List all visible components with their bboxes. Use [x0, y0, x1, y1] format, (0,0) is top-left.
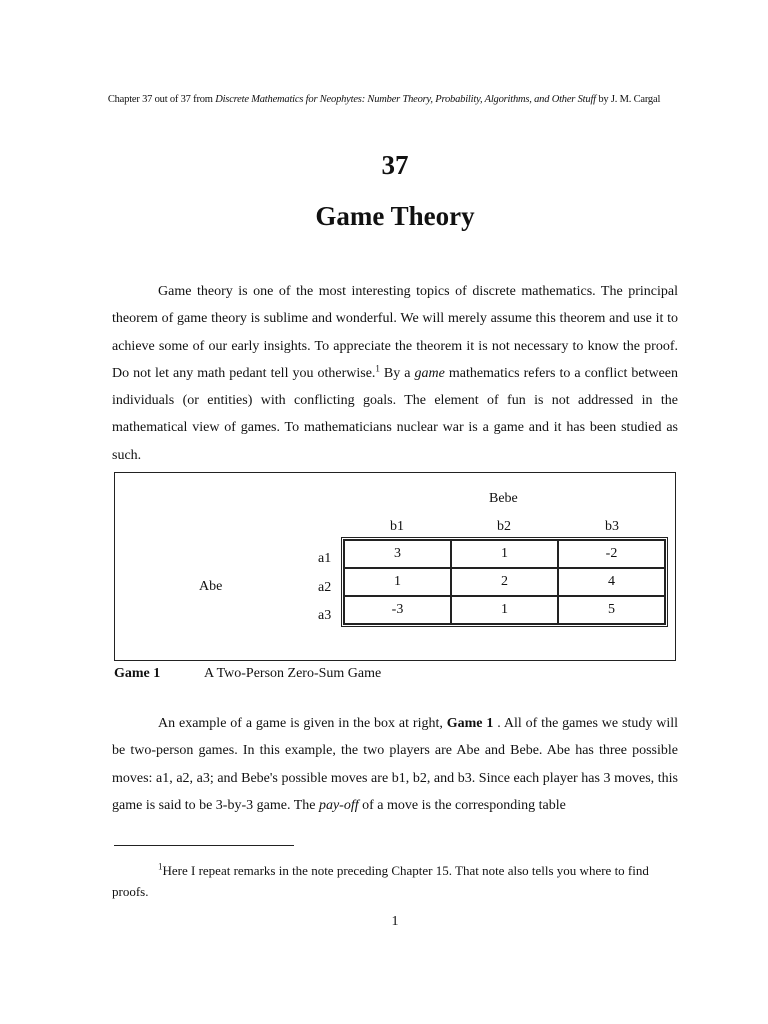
payoff-cell: 2 [451, 568, 558, 596]
example-paragraph: An example of a game is given in the box at right, Game 1 . All of the games we study will be two-person games. In this example, the two players are Abe and Bebe. Abe has three possible moves: a1, a2, a3; and Bebe's possible moves are b1, b2, and b3. Since each player has 3 moves, this game is said to be 3-by-3 game. The pay-off of a move is the corresponding table [112, 716, 678, 813]
payoff-cell: 1 [451, 540, 558, 568]
book-title: Discrete Mathematics for Neophytes: Number Theory, Probability, Algorithms, and Other Stuff [215, 94, 596, 105]
payoff-cell: -3 [344, 596, 451, 624]
column-player-label: Bebe [489, 491, 518, 506]
payoff-table [341, 537, 668, 627]
game-box [114, 472, 676, 661]
payoff-cell: -2 [558, 540, 665, 568]
table-row [344, 596, 665, 624]
term-pay-off: pay-off [318, 797, 359, 813]
chapter-number: 37 [381, 150, 409, 180]
table-row [344, 568, 665, 596]
game-reference: Game 1 [446, 716, 494, 731]
row-header-a3: a3 [318, 608, 332, 623]
footnote-divider [114, 845, 294, 846]
column-header-b2: b2 [497, 519, 511, 534]
payoff-cell: 3 [344, 540, 451, 568]
game-caption [114, 666, 381, 682]
chapter-title: Game Theory [315, 201, 475, 231]
payoff-cell: 5 [558, 596, 665, 624]
column-header-b3: b3 [605, 519, 619, 534]
running-header: Chapter 37 out of 37 from Discrete Mathematics for Neophytes: Number Theory, Probability, Algorithms, and Other Stuff by J. M. Cargal [107, 94, 661, 105]
term-game: game [414, 365, 445, 381]
row-header-a2: a2 [318, 580, 332, 595]
payoff-cell: 1 [344, 568, 451, 596]
footnote-mark: 1 [158, 861, 163, 872]
intro-paragraph: Game theory is one of the most interesting topics of discrete mathematics. The principal theorem of game theory is sublime and wonderful. We will merely assume this theorem and use it to achieve some of our early insights. To appreciate the theorem it is not necessary to know the proof. Do not let any math pedant tell you otherwise.$^1$ By a game mathematics refers to a conflict between individuals (or entities) with conflicting goals. The element of fun is not addressed in the mathematical view of games. To mathematicians nuclear war is a game and it has been studied as such. [112, 284, 679, 463]
footnote-reference[interactable]: 1 [375, 363, 380, 374]
row-header-a1: a1 [318, 551, 332, 566]
footnote: $^1$Here I repeat remarks in the note preceding Chapter 15. That note also tells you where to find proofs. [112, 861, 649, 899]
table-row [344, 540, 665, 568]
column-header-b1: b1 [390, 519, 404, 534]
caption-text: A Two-Person Zero-Sum Game [204, 666, 382, 681]
payoff-cell: 4 [558, 568, 665, 596]
page-number: 1 [391, 914, 399, 929]
caption-label: Game 1 [114, 666, 161, 681]
payoff-cell: 1 [451, 596, 558, 624]
row-player-label: Abe [199, 579, 223, 594]
